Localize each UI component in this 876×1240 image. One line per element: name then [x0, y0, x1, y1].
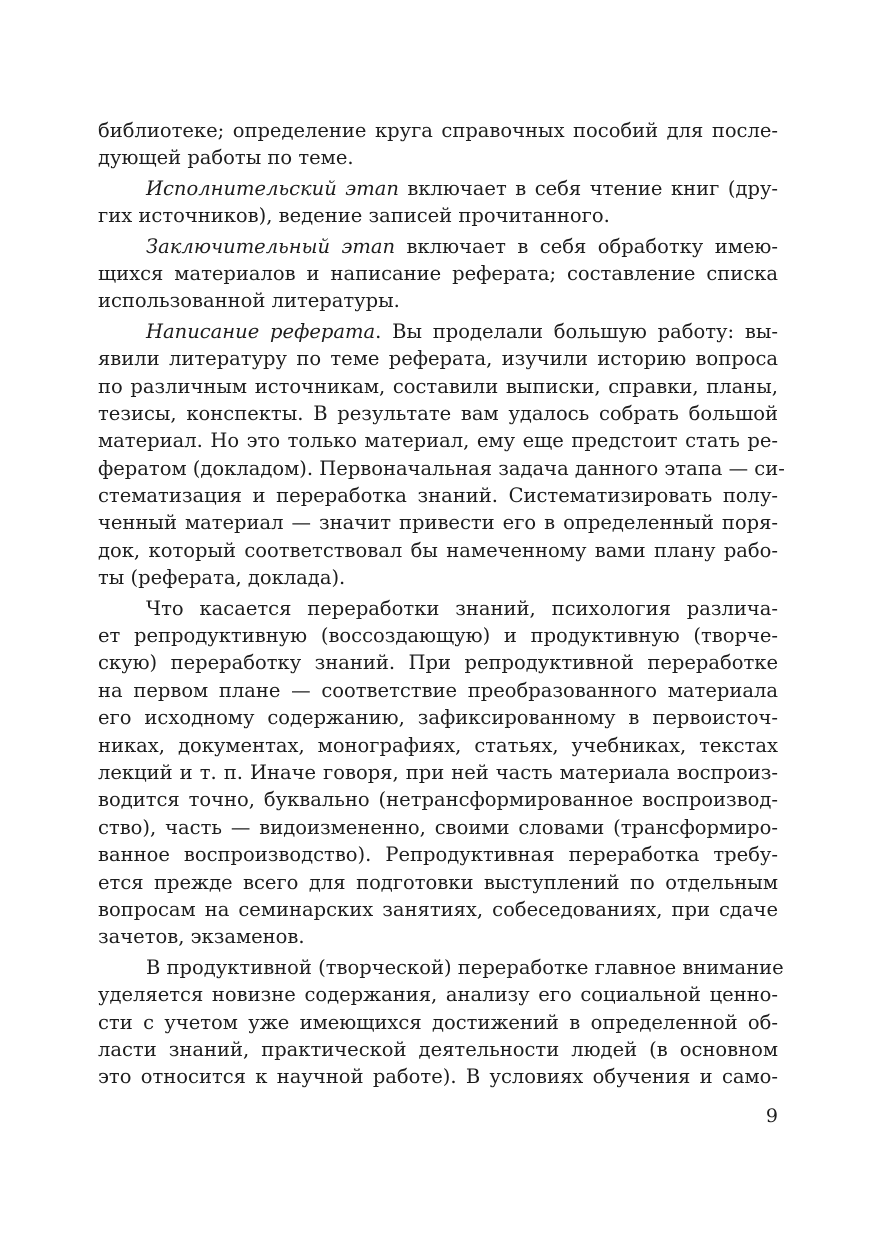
italic-term: Заключительный этап	[146, 234, 396, 258]
text-line: ется прежде всего для подготовки выступлений по отдельным	[98, 870, 778, 894]
text-line: В продуктивной (творческой) переработке главное внимание	[146, 955, 784, 979]
text-line: использованной литературы.	[98, 289, 400, 313]
text-line: Что касается переработки знаний, психология различа-	[146, 596, 778, 620]
text-line: материал. Но это только материал, ему еще предстоит стать ре-	[98, 429, 778, 453]
text-line: ванное воспроизводство). Репродуктивная переработка требу-	[98, 843, 778, 867]
page-body	[98, 117, 785, 1091]
text-line: зачетов, экзаменов.	[98, 925, 305, 949]
text-line: на первом плане — соответствие преобразованного материала	[98, 678, 778, 702]
text-line: это относится к научной работе). В условиях обучения и само-	[98, 1065, 778, 1089]
text-line: библиотеке; определение круга справочных пособий для после-	[98, 119, 778, 142]
italic-term: Исполнительский этап	[146, 176, 399, 200]
text-line: щихся материалов и написание реферата; составление списка	[98, 261, 778, 285]
text-line: по различным источникам, составили выписки, справки, планы,	[98, 374, 778, 398]
text-line: ство), часть — видоизмененно, своими словами (трансформиро-	[98, 815, 778, 839]
text-line: уделяется новизне содержания, анализу его социальной ценно-	[98, 983, 778, 1007]
text-line: гих источников), ведение записей прочитанного.	[98, 204, 610, 228]
text-line: ласти знаний, практической деятельности людей (в основном	[98, 1037, 778, 1061]
text-line: Написание реферата. Вы проделали большую работу: вы-	[146, 319, 778, 343]
text-line: ет репродуктивную (воссоздающую) и продуктивную (творче-	[98, 624, 778, 648]
text-line: явили литературу по теме реферата, изучили историю вопроса	[98, 347, 778, 371]
text-line: фератом (докладом). Первоначальная задача данного этапа — си-	[98, 456, 785, 480]
text-line: вопросам на семинарских занятиях, собеседованиях, при сдаче	[98, 897, 778, 921]
text-line: Заключительный этап включает в себя обработку имею-	[146, 234, 778, 258]
text-line: скую) переработку знаний. При репродуктивной переработке	[98, 651, 778, 675]
text-line: стематизация и переработка знаний. Систематизировать полу-	[98, 484, 778, 508]
text-line: док, который соответствовал бы намеченному вами плану рабо-	[98, 538, 778, 562]
text-line: тезисы, конспекты. В результате вам удалось собрать большой	[98, 401, 778, 425]
text-line: ты (реферата, доклада).	[98, 566, 346, 590]
text-line: его исходному содержанию, зафиксированному в первоисточ-	[98, 706, 778, 730]
page-number: 9	[765, 1105, 778, 1127]
text-line: Исполнительский этап включает в себя чтение книг (дру-	[146, 176, 779, 200]
text-line: водится точно, буквально (нетрансформированное воспроизвод-	[98, 788, 778, 812]
text-line: никах, документах, монографиях, статьях, учебниках, текстах	[98, 733, 778, 757]
text-line: ченный материал — значит привести его в определенный поря-	[98, 511, 778, 535]
text-line: сти с учетом уже имеющихся достижений в определенной об-	[98, 1010, 778, 1034]
italic-term: Написание реферата	[146, 319, 376, 343]
text-line: дующей работы по теме.	[98, 146, 354, 170]
text-line: лекций и т. п. Иначе говоря, при ней часть материала воспроиз-	[98, 760, 778, 784]
